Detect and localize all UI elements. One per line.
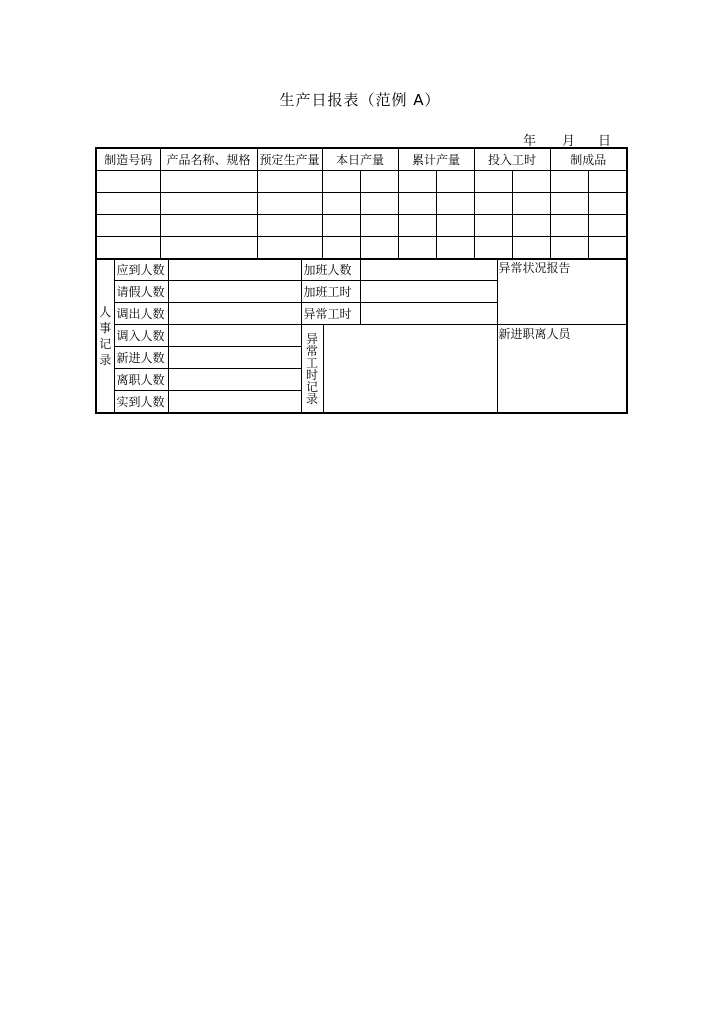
header-labor-hours: 投入工时: [474, 148, 550, 171]
production-row: [96, 237, 627, 260]
value-expected-headcount[interactable]: [168, 259, 301, 281]
production-table: [95, 147, 628, 260]
cell-input[interactable]: [398, 171, 436, 193]
personnel-table: [95, 258, 628, 414]
cell-input[interactable]: [436, 193, 474, 215]
cell-input[interactable]: [588, 237, 627, 260]
cell-input[interactable]: [257, 171, 322, 193]
cell-input[interactable]: [322, 171, 360, 193]
personnel-record-label: 人 事 记 录: [96, 259, 114, 414]
cell-input[interactable]: [322, 215, 360, 237]
cell-input[interactable]: [436, 215, 474, 237]
value-overtime-hours[interactable]: [360, 281, 497, 303]
header-daily-output: 本日产量: [322, 148, 398, 171]
header-product-name-spec: 产品名称、规格: [160, 148, 257, 171]
cell-input[interactable]: [550, 193, 588, 215]
label-transfer-out-headcount: 调出人数: [114, 303, 168, 325]
header-manufacture-no: 制造号码: [96, 148, 160, 171]
label-overtime-hours: 加班工时: [301, 281, 360, 303]
cell-input[interactable]: [398, 193, 436, 215]
label-abnormal-hours: 异常工时: [301, 303, 360, 325]
cell-input[interactable]: [474, 193, 512, 215]
date-month-label: 月: [562, 134, 576, 149]
value-resigned-headcount[interactable]: [168, 369, 301, 391]
cell-input[interactable]: [96, 193, 160, 215]
cell-input[interactable]: [550, 171, 588, 193]
cell-input[interactable]: [322, 237, 360, 260]
label-overtime-headcount: 加班人数: [301, 259, 360, 281]
cell-input[interactable]: [398, 215, 436, 237]
abnormal-report-box[interactable]: 异常状况报告: [497, 259, 627, 325]
cell-input[interactable]: [257, 215, 322, 237]
page-title: 生产日报表（范例 A）: [279, 91, 441, 109]
value-actual-headcount[interactable]: [168, 391, 301, 414]
cell-input[interactable]: [588, 193, 627, 215]
production-header-row: [96, 148, 627, 171]
header-finished-goods: 制成品: [550, 148, 627, 171]
cell-input[interactable]: [96, 237, 160, 260]
cell-input[interactable]: [436, 171, 474, 193]
header-cumulative-output: 累计产量: [398, 148, 474, 171]
cell-input[interactable]: [160, 193, 257, 215]
cell-input[interactable]: [550, 215, 588, 237]
label-new-hire-headcount: 新进人数: [114, 347, 168, 369]
abnormal-hours-record-box[interactable]: [323, 325, 497, 414]
cell-input[interactable]: [360, 237, 398, 260]
label-actual-headcount: 实到人数: [114, 391, 168, 414]
new-leave-staff-box[interactable]: 新进职离人员: [497, 325, 627, 414]
cell-input[interactable]: [257, 193, 322, 215]
abnormal-hours-record-label: 异 常 工 时 记 录: [301, 325, 323, 414]
cell-input[interactable]: [160, 215, 257, 237]
value-new-hire-headcount[interactable]: [168, 347, 301, 369]
value-transfer-out-headcount[interactable]: [168, 303, 301, 325]
cell-input[interactable]: [257, 237, 322, 260]
cell-input[interactable]: [512, 215, 550, 237]
production-row: [96, 171, 627, 193]
cell-input[interactable]: [474, 237, 512, 260]
value-leave-headcount[interactable]: [168, 281, 301, 303]
value-abnormal-hours[interactable]: [360, 303, 497, 325]
cell-input[interactable]: [360, 215, 398, 237]
cell-input[interactable]: [588, 171, 627, 193]
value-transfer-in-headcount[interactable]: [168, 325, 301, 347]
cell-input[interactable]: [360, 193, 398, 215]
label-leave-headcount: 请假人数: [114, 281, 168, 303]
cell-input[interactable]: [550, 237, 588, 260]
cell-input[interactable]: [474, 171, 512, 193]
cell-input[interactable]: [436, 237, 474, 260]
value-overtime-headcount[interactable]: [360, 259, 497, 281]
date-year-label: 年: [523, 134, 537, 149]
label-resigned-headcount: 离职人数: [114, 369, 168, 391]
cell-input[interactable]: [96, 171, 160, 193]
cell-input[interactable]: [474, 215, 512, 237]
production-row: [96, 215, 627, 237]
cell-input[interactable]: [96, 215, 160, 237]
label-transfer-in-headcount: 调入人数: [114, 325, 168, 347]
date-day-label: 日: [598, 134, 612, 149]
cell-input[interactable]: [398, 237, 436, 260]
cell-input[interactable]: [322, 193, 360, 215]
production-row: [96, 193, 627, 215]
cell-input[interactable]: [512, 193, 550, 215]
cell-input[interactable]: [160, 171, 257, 193]
cell-input[interactable]: [512, 237, 550, 260]
cell-input[interactable]: [160, 237, 257, 260]
label-expected-headcount: 应到人数: [114, 259, 168, 281]
cell-input[interactable]: [512, 171, 550, 193]
cell-input[interactable]: [588, 215, 627, 237]
header-planned-output: 预定生产量: [257, 148, 322, 171]
cell-input[interactable]: [360, 171, 398, 193]
